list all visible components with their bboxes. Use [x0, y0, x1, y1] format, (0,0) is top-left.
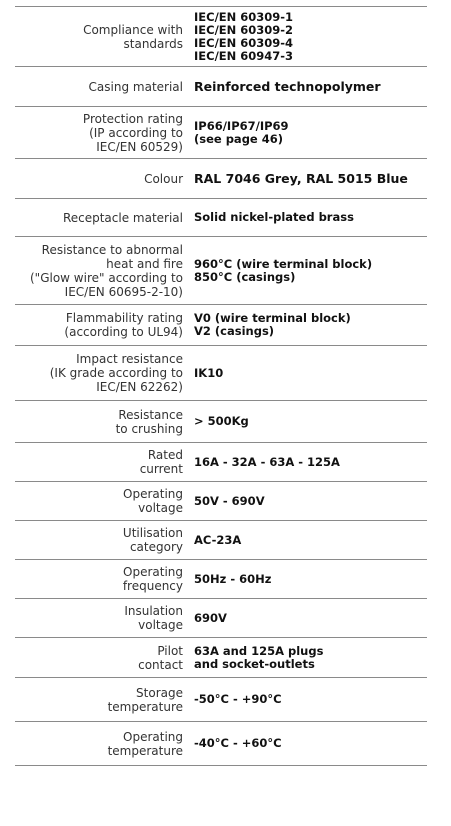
- label-line: IEC/EN 62262): [96, 380, 183, 394]
- label-line: Resistance: [118, 407, 183, 422]
- spec-row-crushing: [15, 401, 427, 443]
- label-line: category: [129, 540, 183, 554]
- spec-value: [193, 211, 427, 224]
- value-line: IEC/EN 60309-4: [194, 35, 294, 50]
- label-line: (according to UL94): [64, 325, 183, 339]
- spec-value: [193, 495, 427, 508]
- spec-label: [15, 604, 193, 632]
- spec-label: [15, 112, 193, 154]
- value-line: (see page 46): [194, 131, 283, 146]
- value-line: 16A - 32A - 63A - 125A: [194, 454, 340, 469]
- spec-label: [15, 211, 193, 225]
- spec-label: [15, 686, 193, 714]
- spec-row-pilot-contact: [15, 638, 427, 678]
- spec-row-casing-material: [15, 67, 427, 107]
- spec-row-operating-frequency: [15, 560, 427, 599]
- label-line: to crushing: [115, 421, 183, 436]
- spec-value: [193, 312, 427, 338]
- spec-row-protection-rating: [15, 107, 427, 159]
- value-line: 63A and 125A plugs: [194, 643, 324, 658]
- label-line: current: [139, 462, 183, 476]
- spec-label: [15, 311, 193, 339]
- spec-label: [15, 352, 193, 394]
- value-line: IEC/EN 60309-2: [194, 22, 294, 37]
- value-line: IEC/EN 60309-1: [194, 9, 294, 24]
- spec-row-colour: [15, 159, 427, 199]
- spec-row-rated-current: [15, 443, 427, 482]
- label-line: (IP according to: [89, 125, 183, 140]
- spec-label: [15, 243, 193, 299]
- spec-value: [193, 11, 427, 63]
- spec-label: [15, 487, 193, 515]
- spec-label: [15, 408, 193, 436]
- label-line: (IK grade according to: [49, 366, 183, 380]
- spec-value: [193, 415, 427, 428]
- spec-row-receptacle-material: [15, 199, 427, 237]
- value-line: 50V - 690V: [194, 493, 265, 508]
- spec-value: [193, 612, 427, 625]
- spec-label: [15, 644, 193, 672]
- spec-label: [15, 448, 193, 476]
- label-line: Protection rating: [82, 111, 183, 126]
- spec-value: [193, 120, 427, 146]
- spec-row-glow-wire: [15, 237, 427, 305]
- spec-label: [15, 730, 193, 758]
- label-line: Operating: [123, 729, 183, 744]
- spec-value: [193, 80, 427, 93]
- label-line: voltage: [138, 618, 183, 632]
- value-line: 850°C (casings): [194, 269, 296, 284]
- spec-value: [193, 573, 427, 586]
- spec-value: [193, 534, 427, 547]
- label-line: Colour: [144, 171, 183, 186]
- value-line: RAL 7046 Grey, RAL 5015 Blue: [194, 171, 408, 186]
- value-line: IK10: [194, 365, 224, 380]
- spec-label: [15, 565, 193, 593]
- label-line: Flammability rating: [65, 311, 183, 325]
- spec-row-operating-voltage: [15, 482, 427, 521]
- value-line: V0 (wire terminal block): [194, 311, 351, 325]
- value-line: Solid nickel-plated brass: [194, 210, 354, 224]
- label-line: Receptacle material: [62, 210, 183, 225]
- label-line: Storage: [136, 685, 183, 700]
- value-line: 50Hz - 60Hz: [194, 571, 272, 586]
- spec-row-storage-temperature: [15, 678, 427, 722]
- spec-value: [193, 367, 427, 380]
- label-line: Impact resistance: [76, 352, 183, 366]
- value-line: AC-23A: [194, 532, 242, 547]
- value-line: V2 (casings): [194, 324, 275, 338]
- label-line: Operating: [123, 565, 183, 579]
- spec-label: [15, 172, 193, 186]
- label-line: IEC/EN 60529): [96, 139, 183, 154]
- value-line: -50°C - +90°C: [194, 692, 282, 706]
- label-line: frequency: [122, 579, 183, 593]
- label-line: Insulation: [124, 604, 183, 618]
- label-line: standards: [123, 36, 183, 51]
- spec-row-compliance: [15, 7, 427, 67]
- label-line: IEC/EN 60695-2-10): [64, 284, 183, 299]
- spec-label: [15, 23, 193, 51]
- label-line: Utilisation: [122, 526, 183, 540]
- spec-value: [193, 693, 427, 706]
- label-line: Resistance to abnormal: [41, 242, 183, 257]
- label-line: Pilot: [157, 643, 183, 658]
- label-line: Compliance with: [83, 22, 183, 37]
- label-line: heat and fire: [106, 256, 183, 271]
- value-line: 690V: [194, 610, 227, 625]
- spec-value: [193, 456, 427, 469]
- value-line: 960°C (wire terminal block): [194, 256, 373, 271]
- spec-value: [193, 258, 427, 284]
- value-line: IP66/IP67/IP69: [194, 118, 289, 133]
- specifications-table: [15, 6, 427, 766]
- spec-label: [15, 80, 193, 94]
- spec-row-impact-resistance: [15, 346, 427, 401]
- label-line: voltage: [138, 501, 183, 515]
- spec-row-utilisation-category: [15, 521, 427, 560]
- value-line: > 500Kg: [194, 414, 249, 428]
- label-line: Operating: [123, 487, 183, 501]
- label-line: Rated: [147, 448, 183, 462]
- spec-row-operating-temperature: [15, 722, 427, 766]
- value-line: Reinforced technopolymer: [194, 79, 381, 94]
- label-line: contact: [138, 657, 183, 672]
- value-line: and socket-outlets: [194, 656, 315, 671]
- spec-label: [15, 526, 193, 554]
- spec-row-insulation-voltage: [15, 599, 427, 638]
- value-line: -40°C - +60°C: [194, 736, 282, 750]
- spec-row-flammability: [15, 305, 427, 346]
- label-line: temperature: [107, 699, 183, 714]
- spec-value: [193, 737, 427, 750]
- label-line: Casing material: [88, 79, 183, 94]
- spec-value: [193, 172, 427, 185]
- label-line: ("Glow wire" according to: [30, 270, 183, 285]
- value-line: IEC/EN 60947-3: [194, 48, 294, 63]
- label-line: temperature: [107, 743, 183, 758]
- spec-value: [193, 645, 427, 671]
